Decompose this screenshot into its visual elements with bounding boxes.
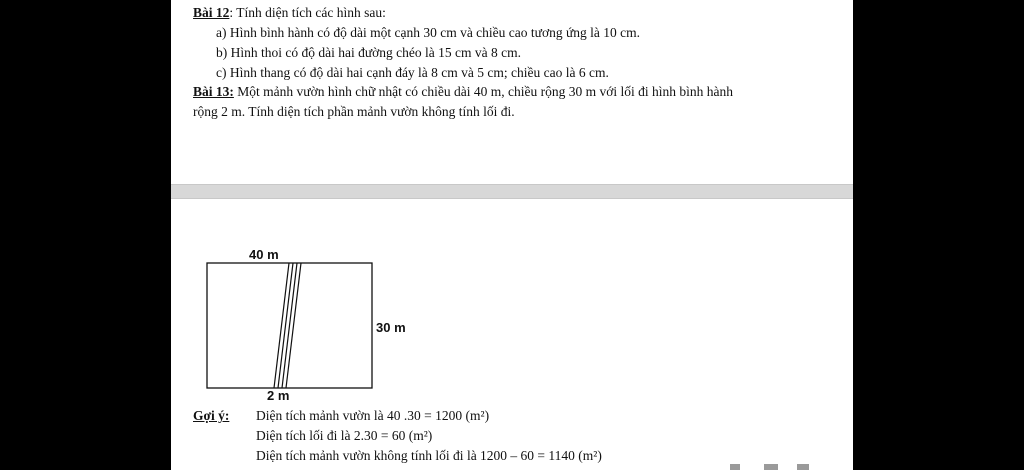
- hint-line-1: Diện tích mảnh vườn là 40 .30 = 1200 (m²): [256, 408, 490, 423]
- garden-width-label: 30 m: [376, 320, 406, 335]
- exercise-13-label: Bài 13:: [193, 84, 234, 99]
- status-bar-icon[interactable]: [797, 464, 809, 470]
- exercise-13-text-1: Một mảnh vườn hình chữ nhật có chiều dài 40 m, chiều rộng 30 m với lối đi hình bình hành: [233, 84, 733, 99]
- exercise-13-line-2: rộng 2 m. Tính diện tích phần mảnh vườn không tính lối đi.: [193, 104, 515, 119]
- exercise-12-heading: [193, 5, 386, 21]
- exercise-12-item-c: c) Hình thang có độ dài hai cạnh đáy là 8 cm và 5 cm; chiều cao là 6 cm.: [216, 65, 609, 80]
- document-page-1: [171, 0, 853, 184]
- hint-label-row: [193, 408, 229, 424]
- document-page-2: [171, 199, 853, 470]
- hint-line-2: Diện tích lối đi là 2.30 = 60 (m²): [256, 428, 433, 443]
- hint-label: Gợi ý:: [193, 408, 230, 423]
- exercise-12-label: Bài 12: [193, 5, 230, 20]
- status-bar-icon[interactable]: [764, 464, 778, 470]
- exercise-12-title: : Tính diện tích các hình sau:: [229, 5, 386, 20]
- exercise-12-item-b: b) Hình thoi có độ dài hai đường chéo là 15 cm và 8 cm.: [216, 45, 522, 60]
- page-break-gap: [171, 184, 853, 199]
- exercise-13-line-1: [193, 84, 733, 100]
- exercise-12-item-a: a) Hình bình hành có độ dài một cạnh 30 cm và chiều cao tương ứng là 10 cm.: [216, 25, 641, 40]
- hint-line-3: Diện tích mảnh vườn không tính lối đi là 1200 – 60 = 1140 (m²): [256, 448, 602, 463]
- garden-length-label: 40 m: [249, 247, 279, 262]
- status-bar-icon[interactable]: [730, 464, 740, 470]
- path-width-label: 2 m: [267, 388, 290, 403]
